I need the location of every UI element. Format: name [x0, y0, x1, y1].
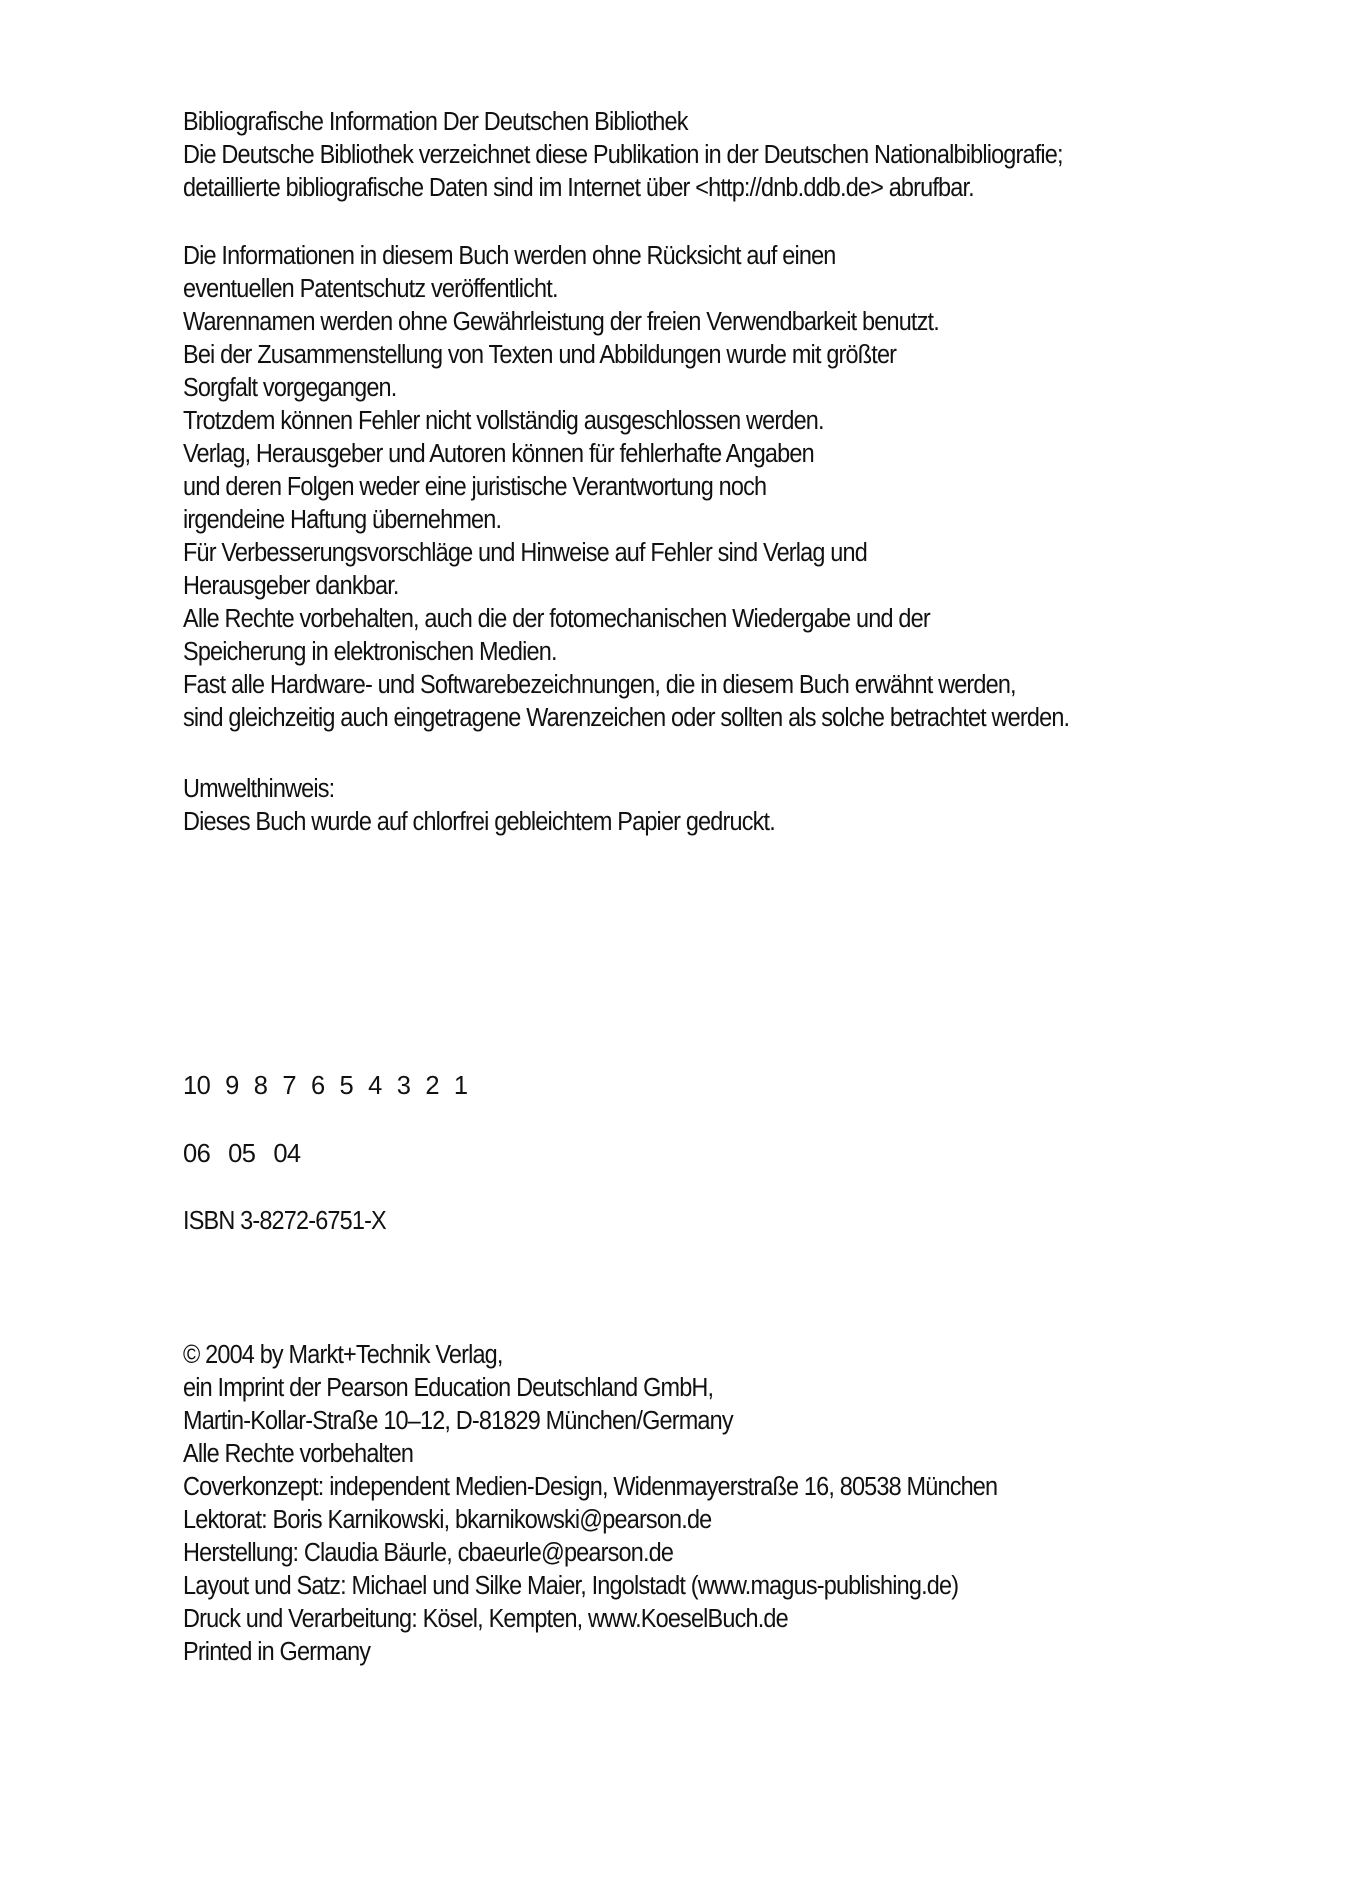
- printing-number: 2: [425, 1072, 439, 1100]
- disclaimer-line: sind gleichzeitig auch eingetragene Warenzeichen oder sollten als solche betrachtet werden.: [183, 704, 1070, 732]
- disclaimer-line: Bei der Zusammenstellung von Texten und Abbildungen wurde mit größter: [183, 341, 897, 369]
- disclaimer-line: irgendeine Haftung übernehmen.: [183, 506, 502, 534]
- printing-number: 4: [368, 1072, 382, 1100]
- environment-note-heading: Umwelthinweis:: [183, 775, 335, 803]
- disclaimer-line: eventuellen Patentschutz veröffentlicht.: [183, 275, 558, 303]
- disclaimer-line: Herausgeber dankbar.: [183, 572, 399, 600]
- environment-note-line: Dieses Buch wurde auf chlorfrei gebleichtem Papier gedruckt.: [183, 808, 775, 836]
- printing-number: 1: [453, 1072, 468, 1100]
- imprint-line: Coverkonzept: independent Medien-Design, Widenmayerstraße 16, 80538 München: [183, 1473, 998, 1501]
- printing-number: 10: [183, 1072, 211, 1100]
- imprint-line: Printed in Germany: [183, 1638, 371, 1666]
- printing-number: 5: [339, 1072, 354, 1100]
- imprint-line: ein Imprint der Pearson Education Deutschland GmbH,: [183, 1374, 714, 1402]
- bibliographic-info-line: detaillierte bibliografische Daten sind im Internet über <http://dnb.ddb.de> abrufbar.: [183, 174, 974, 202]
- disclaimer-line: Alle Rechte vorbehalten, auch die der fotomechanischen Wiedergabe und der: [183, 605, 930, 633]
- printing-number: 6: [310, 1072, 325, 1100]
- bibliographic-info-block: [183, 106, 1313, 205]
- imprint-line: Martin-Kollar-Straße 10–12, D-81829 München/Germany: [183, 1407, 733, 1435]
- imprint-line: Lektorat: Boris Karnikowski, bkarnikowski@pearson.de: [183, 1506, 712, 1534]
- disclaimer-line: Sorgfalt vorgegangen.: [183, 374, 397, 402]
- imprint-line: Alle Rechte vorbehalten: [183, 1440, 414, 1468]
- imprint-line: Layout und Satz: Michael und Silke Maier, Ingolstadt (www.magus-publishing.de): [183, 1572, 959, 1600]
- printing-number-line: [183, 1070, 468, 1103]
- disclaimer-line: Trotzdem können Fehler nicht vollständig ausgeschlossen werden.: [183, 407, 824, 435]
- printing-year-line: [183, 1138, 301, 1171]
- printing-number: 7: [282, 1072, 296, 1100]
- printing-number: 8: [253, 1072, 268, 1100]
- isbn-block: [183, 1205, 1313, 1238]
- disclaimer-line: Speicherung in elektronischen Medien.: [183, 638, 557, 666]
- disclaimer-line: und deren Folgen weder eine juristische Verantwortung noch: [183, 473, 767, 501]
- environment-note-block: [183, 773, 1313, 839]
- disclaimer-line: Fast alle Hardware- und Softwarebezeichnungen, die in diesem Buch erwähnt werden,: [183, 671, 1016, 699]
- disclaimer-line: Die Informationen in diesem Buch werden ohne Rücksicht auf einen: [183, 242, 836, 270]
- bibliographic-info-heading: Bibliografische Information Der Deutschen Bibliothek: [183, 108, 688, 136]
- imprint-line: Druck und Verarbeitung: Kösel, Kempten, www.KoeselBuch.de: [183, 1605, 788, 1633]
- isbn: ISBN 3-8272-6751-X: [183, 1207, 386, 1235]
- imprint-block: [183, 1339, 1313, 1669]
- disclaimer-line: Verlag, Herausgeber und Autoren können für fehlerhafte Angaben: [183, 440, 814, 468]
- copyright-line: © 2004 by Markt+Technik Verlag,: [183, 1341, 503, 1369]
- printing-number: 9: [225, 1072, 239, 1100]
- disclaimer-line: Für Verbesserungsvorschläge und Hinweise auf Fehler sind Verlag und: [183, 539, 867, 567]
- imprint-line: Herstellung: Claudia Bäurle, cbaeurle@pearson.de: [183, 1539, 674, 1567]
- printing-year: 06: [183, 1140, 211, 1168]
- printing-year: 05: [228, 1140, 256, 1168]
- disclaimer-block: [183, 240, 1313, 735]
- printing-year: 04: [273, 1140, 301, 1168]
- bibliographic-info-line: Die Deutsche Bibliothek verzeichnet diese Publikation in der Deutschen Nationalbibliografie;: [183, 141, 1063, 169]
- printing-number: 3: [396, 1072, 411, 1100]
- disclaimer-line: Warennamen werden ohne Gewährleistung der freien Verwendbarkeit benutzt.: [183, 308, 939, 336]
